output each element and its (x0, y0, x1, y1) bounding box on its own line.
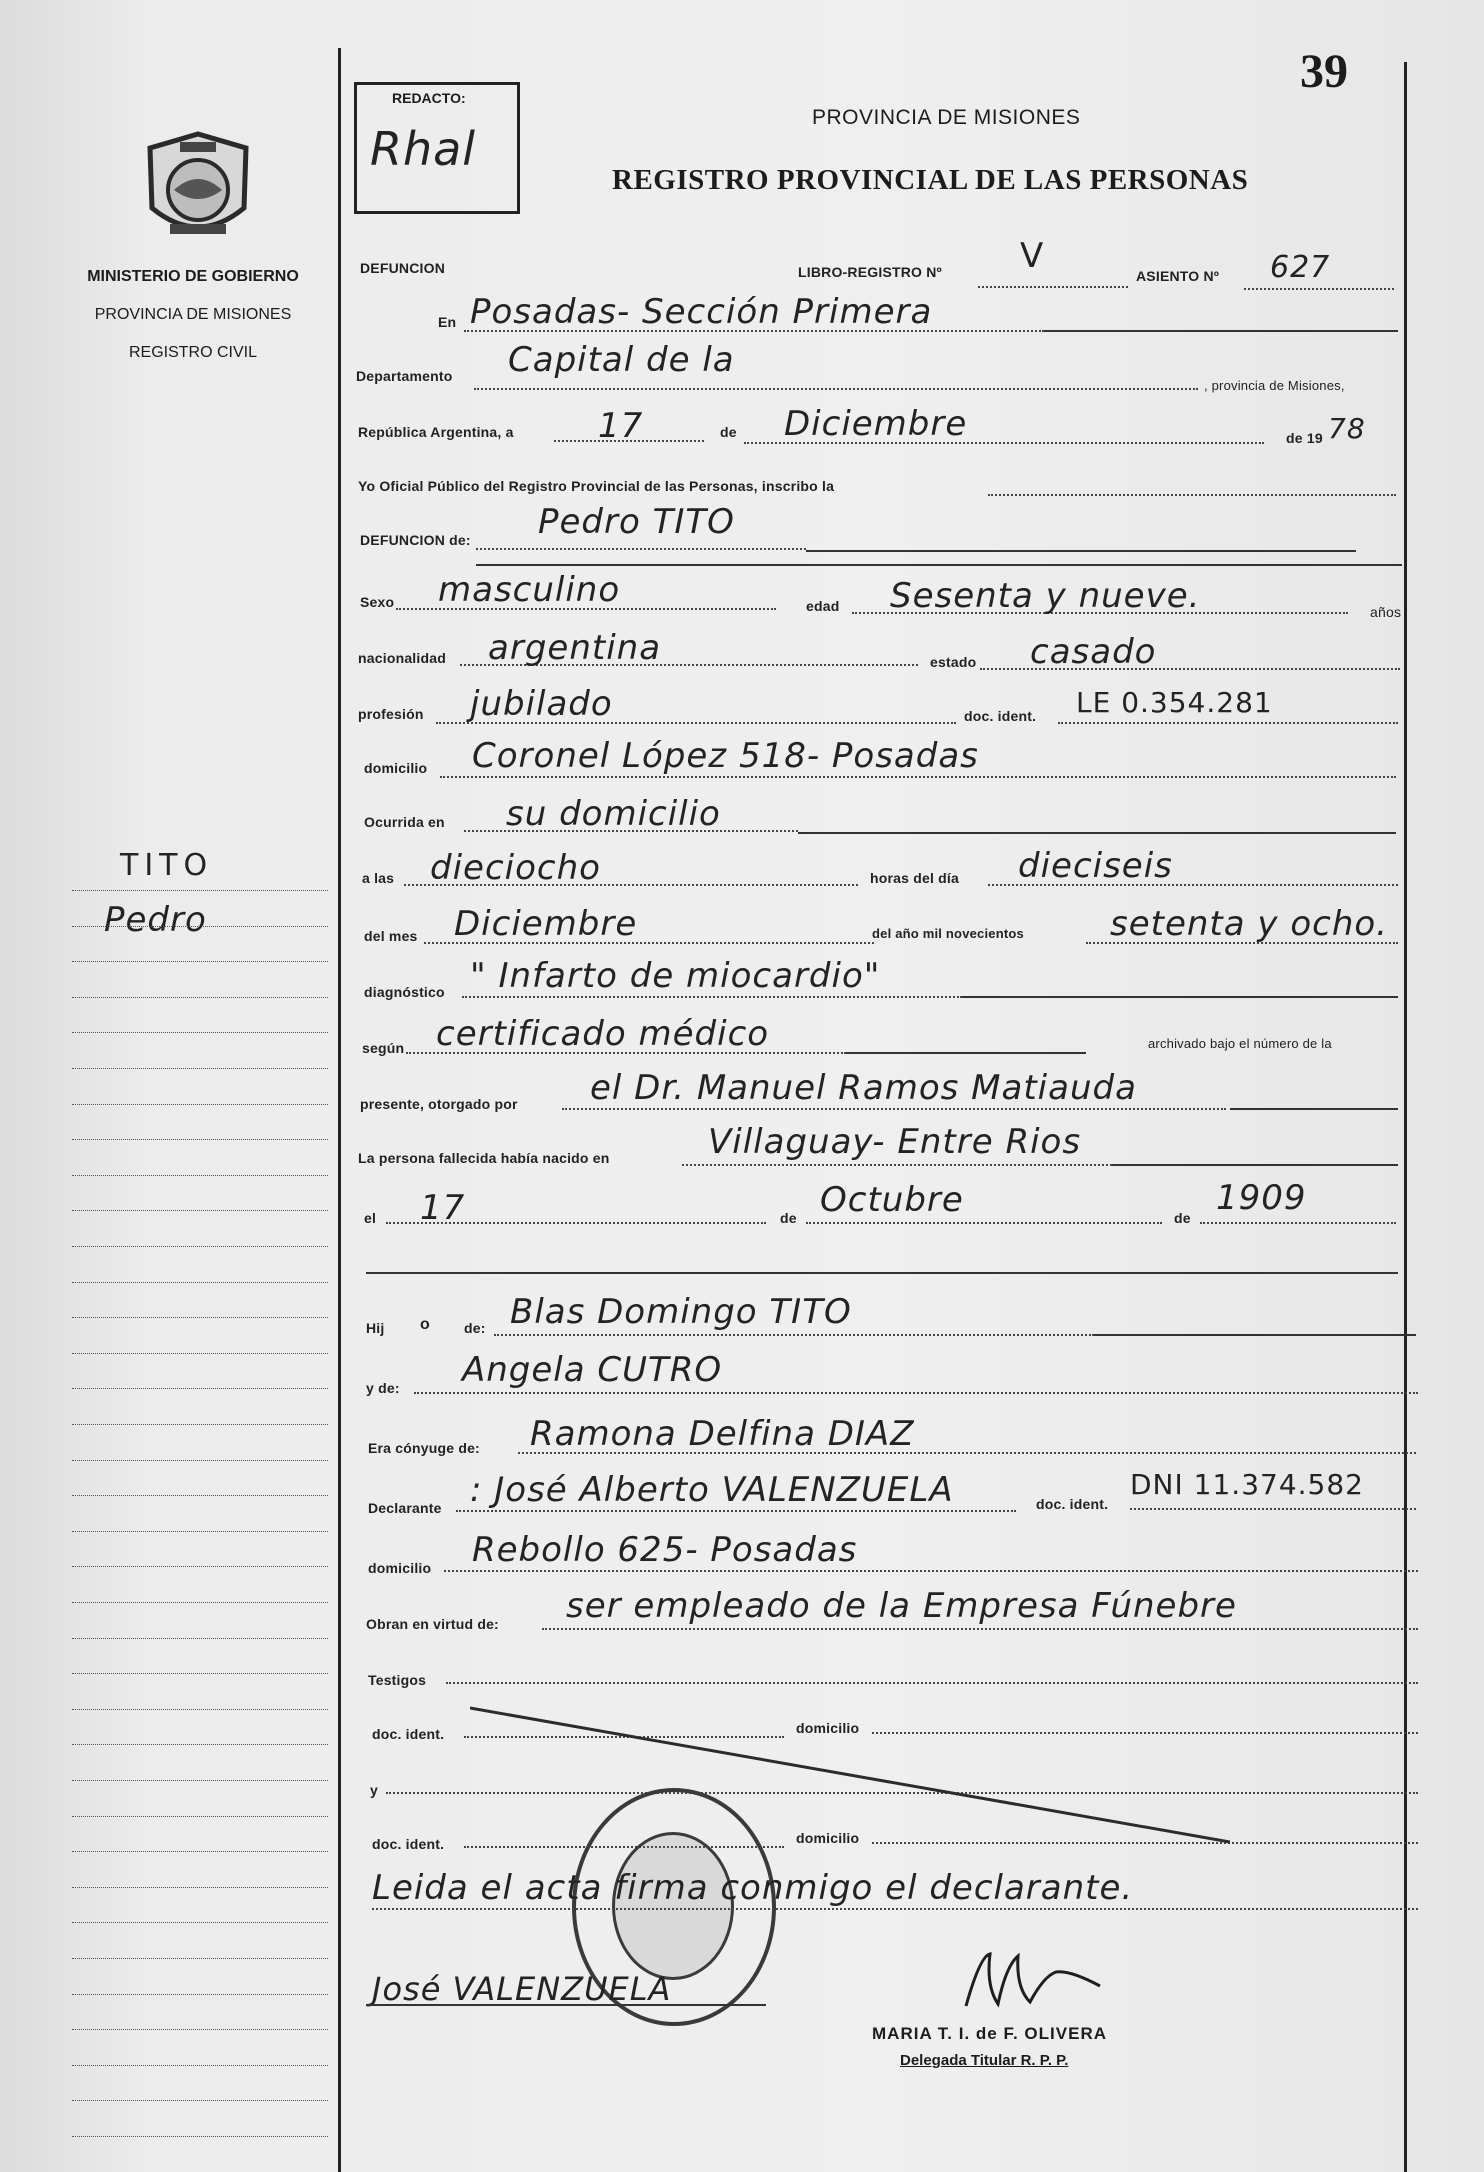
according-rule (846, 1052, 1086, 1054)
left-ruled-line (72, 1566, 328, 1567)
declarant-doc-line (1130, 1508, 1416, 1510)
child-label-b: de: (464, 1320, 486, 1336)
de2-label: de (780, 1210, 797, 1226)
right-border-line (1404, 62, 1407, 2172)
granted-rule (1230, 1108, 1398, 1110)
place-rule (1044, 330, 1398, 332)
official-name: MARIA T. I. de F. OLIVERA (872, 2024, 1107, 2043)
domicile-line (440, 776, 1396, 778)
department-line (474, 388, 1198, 390)
place-value: Posadas- Sección Primera (470, 292, 933, 332)
birth-year-value: 1909 (1216, 1178, 1307, 1218)
left-ruled-line (72, 1922, 328, 1923)
mother-line (414, 1392, 1418, 1394)
left-ruled-line (72, 1460, 328, 1461)
month-label: del mes (364, 928, 418, 944)
years-label: años (1370, 604, 1402, 620)
year-value: 78 (1328, 412, 1366, 445)
w-domicile-label: domicilio (796, 1720, 860, 1736)
signature-rule (366, 2004, 766, 2006)
left-ruled-line (72, 890, 328, 891)
father-rule (1094, 1334, 1416, 1336)
left-ruled-line (72, 1994, 328, 1995)
left-ruled-line (72, 1780, 328, 1781)
diagnosis-value: " Infarto de miocardio" (470, 956, 881, 996)
month-value: Diciembre (784, 404, 968, 444)
archived-label: archivado bajo el número de la (1148, 1036, 1332, 1051)
official-signature-icon (960, 1946, 1110, 2016)
doc-label: doc. ident. (964, 708, 1037, 724)
sex-value: masculino (438, 570, 621, 610)
diagnosis-line (462, 996, 962, 998)
left-ruled-line (72, 1958, 328, 1959)
nationality-value: argentina (488, 628, 662, 668)
declarant-doc-label: doc. ident. (1036, 1496, 1109, 1512)
left-ruled-line (72, 1388, 328, 1389)
department-label: Departamento (356, 368, 453, 384)
left-ruled-line (72, 1887, 328, 1888)
type-label: DEFUNCION (360, 260, 446, 276)
page-number: 39 (1300, 45, 1348, 98)
separator-rule (366, 1272, 1398, 1274)
witnesses-label: Testigos (368, 1672, 427, 1688)
left-ruled-line (72, 2065, 328, 2066)
redacto-label: REDACTO: (392, 90, 466, 106)
left-ruled-line (72, 2029, 328, 2030)
de3-label: de (1174, 1210, 1191, 1226)
left-ruled-line (72, 1709, 328, 1710)
declarant-value: : José Alberto VALENZUELA (470, 1470, 954, 1510)
at-label: a las (362, 870, 395, 886)
acting-label: Obran en virtud de: (366, 1616, 499, 1632)
province-suffix: , provincia de Misiones, (1204, 378, 1345, 393)
book-value: V (1020, 236, 1045, 276)
official-line (988, 494, 1396, 496)
left-ruled-line (72, 1816, 328, 1817)
closing-text: Leida el acta firma conmigo el declarante. (372, 1868, 1134, 1908)
occurred-value: su domicilio (506, 794, 721, 834)
deceased-line (476, 548, 806, 550)
department-value: Capital de la (508, 340, 735, 380)
born-rule (1112, 1164, 1398, 1166)
w-doc-label: doc. ident. (372, 1726, 445, 1742)
child-gender: o (420, 1316, 430, 1333)
deceased-rule-2 (476, 564, 1402, 566)
granted-label: presente, otorgado por (360, 1096, 518, 1112)
born-label: La persona fallecida había nacido en (358, 1150, 610, 1166)
deceased-label: DEFUNCION de: (360, 532, 471, 548)
declarant-domicile-value: Rebollo 625- Posadas (472, 1530, 858, 1570)
declarant-signature: José VALENZUELA (372, 1970, 672, 2008)
profession-value: jubilado (470, 684, 613, 724)
left-ruled-line (72, 1424, 328, 1425)
according-value: certificado médico (436, 1014, 770, 1054)
entry-label: ASIENTO Nº (1136, 268, 1220, 284)
left-ruled-line (72, 2100, 328, 2101)
left-ruled-line (72, 1104, 328, 1105)
spouse-value: Ramona Delfina DIAZ (530, 1414, 915, 1454)
header-registry: REGISTRO PROVINCIAL DE LAS PERSONAS (612, 164, 1249, 196)
mother-label: y de: (366, 1380, 400, 1396)
granted-line (562, 1108, 1226, 1110)
sidebar-surname: TITO (120, 848, 214, 883)
year-text-label: del año mil novecientos (872, 926, 1024, 941)
left-ruled-line (72, 1210, 328, 1211)
w2-doc-label: doc. ident. (372, 1836, 445, 1852)
born-value: Villaguay- Entre Rios (708, 1122, 1082, 1162)
age-value: Sesenta y nueve. (890, 576, 1201, 616)
domicile-label: domicilio (364, 760, 428, 776)
left-ruled-line (72, 1602, 328, 1603)
acting-value: ser empleado de la Empresa Fúnebre (566, 1586, 1237, 1626)
age-label: edad (806, 598, 840, 614)
left-ruled-line (72, 961, 328, 962)
diagnosis-label: diagnóstico (364, 984, 445, 1000)
hours-label: horas del día (870, 870, 959, 886)
left-ruled-line (72, 926, 328, 927)
child-label-a: Hij (366, 1320, 385, 1336)
left-ruled-line (72, 1068, 328, 1069)
book-label: LIBRO-REGISTRO Nº (798, 264, 942, 280)
day-value: 17 (598, 406, 644, 446)
birth-month-line (806, 1222, 1162, 1224)
left-ruled-line (72, 1139, 328, 1140)
left-ruled-line (72, 1673, 328, 1674)
left-ruled-line (72, 1744, 328, 1745)
month-text-value: Diciembre (454, 904, 638, 944)
closing-line (372, 1908, 1418, 1910)
born-line (682, 1164, 1112, 1166)
declarant-doc-value: DNI 11.374.582 (1130, 1468, 1364, 1501)
mother-value: Angela CUTRO (462, 1350, 723, 1390)
official-title: Delegada Titular R. P. P. (900, 2052, 1069, 2069)
witnesses-line (446, 1682, 1418, 1684)
day-text-value: dieciseis (1018, 846, 1173, 886)
header-province: PROVINCIA DE MISIONES (812, 106, 1081, 129)
occurred-rule (798, 832, 1396, 834)
declarant-domicile-label: domicilio (368, 1560, 432, 1576)
left-ruled-line (72, 1531, 328, 1532)
left-ruled-line (72, 1282, 328, 1283)
left-ruled-line (72, 1353, 328, 1354)
cancel-diagonal-line (470, 1700, 1230, 1850)
left-ruled-line (72, 2136, 328, 2137)
occurred-label: Ocurrida en (364, 814, 445, 830)
profession-label: profesión (358, 706, 424, 722)
according-label: según (362, 1040, 405, 1056)
place-label: En (438, 314, 457, 330)
doc-value: LE 0.354.281 (1076, 686, 1273, 719)
left-ruled-line (72, 1175, 328, 1176)
diagnosis-rule (962, 996, 1398, 998)
birth-year-line (1200, 1222, 1396, 1224)
sidebar-given: Pedro (104, 900, 207, 940)
spouse-label: Era cónyuge de: (368, 1440, 480, 1456)
doc-line (1058, 722, 1398, 724)
father-line (494, 1334, 1094, 1336)
misiones-emblem-icon (140, 128, 256, 248)
declarant-line (456, 1510, 1016, 1512)
sidebar-civil: REGISTRO CIVIL (128, 344, 258, 361)
domicile-value: Coronel López 518- Posadas (472, 736, 979, 776)
deceased-value: Pedro TITO (538, 502, 735, 542)
de-label: de (720, 424, 737, 440)
redacto-initials: Rhal (370, 122, 477, 176)
granted-value: el Dr. Manuel Ramos Matiauda (590, 1068, 1137, 1108)
sidebar-ministry: MINISTERIO DE GOBIERNO (87, 268, 299, 285)
republic-label: República Argentina, a (358, 424, 514, 440)
hour-value: dieciocho (430, 848, 601, 888)
sex-label: Sexo (360, 594, 395, 610)
civil-status-label: estado (930, 654, 977, 670)
year-text-value: setenta y ocho. (1110, 904, 1388, 944)
official-text: Yo Oficial Público del Registro Provincial de las Personas, inscribo la (358, 478, 835, 494)
birth-day-value: 17 (420, 1188, 466, 1228)
deceased-rule (806, 550, 1356, 552)
declarant-label: Declarante (368, 1500, 442, 1516)
left-ruled-line (72, 1495, 328, 1496)
civil-status-value: casado (1030, 632, 1157, 672)
left-border-line (338, 48, 341, 2172)
entry-line (1244, 288, 1394, 290)
y-label: y (370, 1782, 378, 1798)
left-ruled-line (72, 1638, 328, 1639)
sidebar-province: PROVINCIA DE MISIONES (94, 306, 292, 323)
acting-line (542, 1628, 1418, 1630)
book-line (978, 286, 1128, 288)
father-value: Blas Domingo TITO (510, 1292, 852, 1332)
left-ruled-line (72, 1246, 328, 1247)
left-ruled-line (72, 1317, 328, 1318)
year-label: de 19 (1286, 430, 1323, 446)
nationality-label: nacionalidad (358, 650, 446, 666)
left-ruled-line (72, 997, 328, 998)
left-ruled-line (72, 1851, 328, 1852)
declarant-domicile-line (444, 1570, 1418, 1572)
el-label: el (364, 1210, 377, 1226)
birth-month-value: Octubre (820, 1180, 964, 1220)
entry-value: 627 (1270, 250, 1331, 285)
w2-domicile-label: domicilio (796, 1830, 860, 1846)
left-ruled-line (72, 1032, 328, 1033)
